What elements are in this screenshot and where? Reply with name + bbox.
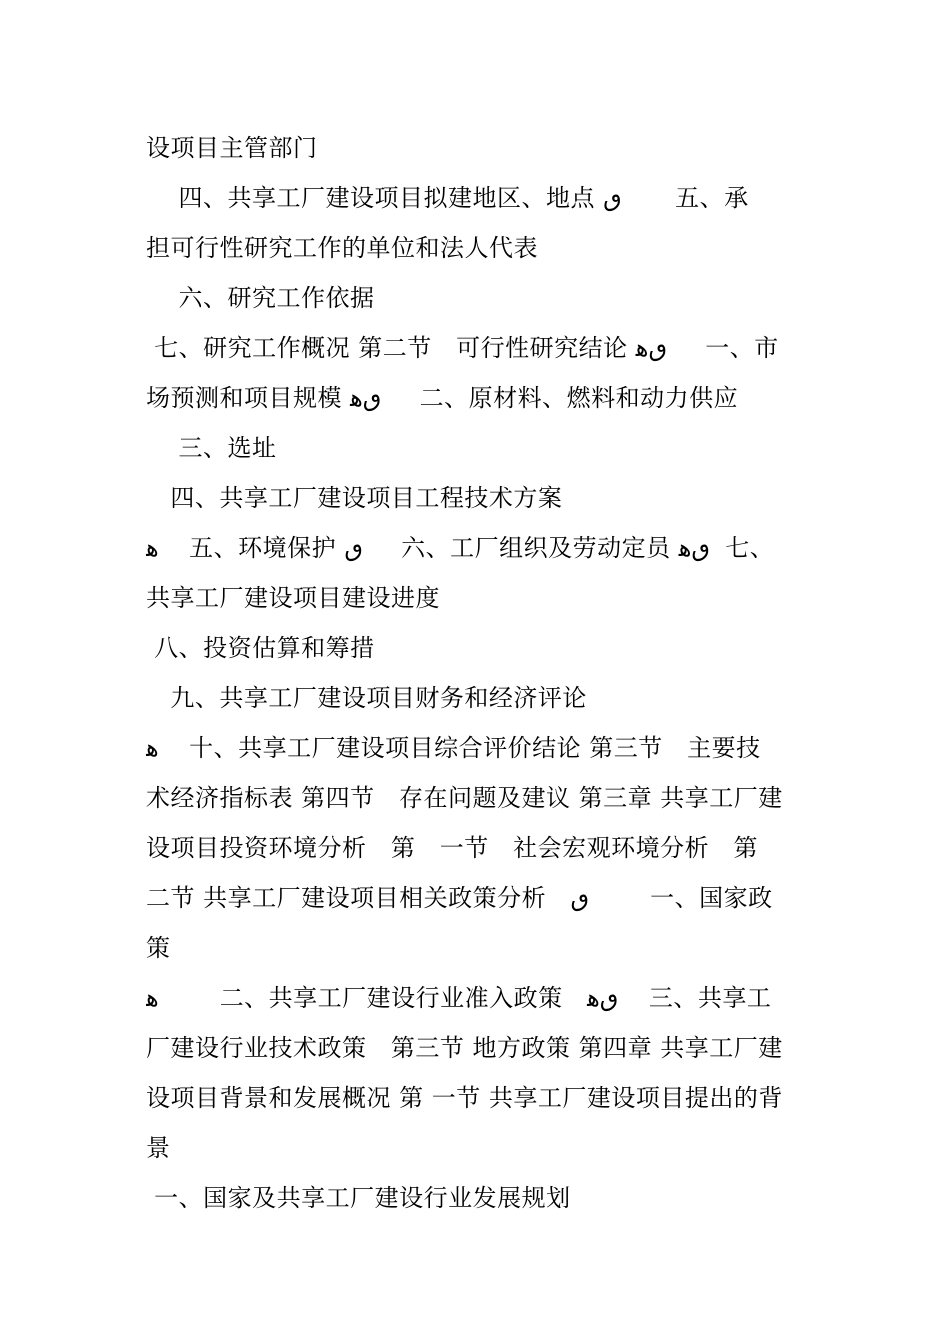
text-line: 景 — [146, 1134, 171, 1162]
text-line: 九、共享工厂建设项目财务和经济评论 — [146, 684, 587, 712]
text-line: 三、选址 — [146, 434, 277, 462]
text-line: 术经济指标表 第四节 存在问题及建议 第三章 共享工厂建 — [146, 784, 783, 812]
text-line: 七、研究工作概况 第二节 可行性研究结论 ٯﻫ 一、市 — [146, 334, 779, 362]
text-line: ﻫ 五、环境保护 ٯ 六、工厂组织及劳动定员 ٯﻫ 七、 — [146, 534, 775, 562]
text-line: 设项目主管部门 — [146, 134, 318, 162]
text-line: 四、共享工厂建设项目拟建地区、地点 ٯ 五、承 — [146, 184, 749, 212]
text-line: 设项目背景和发展概况 第 一节 共享工厂建设项目提出的背 — [146, 1084, 783, 1112]
text-line: 厂建设行业技术政策 第三节 地方政策 第四章 共享工厂建 — [146, 1034, 783, 1062]
text-line: 二节 共享工厂建设项目相关政策分析 ٯ 一、国家政 — [146, 884, 773, 912]
text-line: 四、共享工厂建设项目工程技术方案 — [146, 484, 563, 512]
text-line: 场预测和项目规模 ٯﻫ 二、原材料、燃料和动力供应 — [146, 384, 739, 412]
text-line: 担可行性研究工作的单位和法人代表 — [146, 234, 538, 262]
text-line: ﻫ 十、共享工厂建设项目综合评价结论 第三节 主要技 — [146, 734, 761, 762]
text-line: 八、投资估算和筹措 — [146, 634, 375, 662]
text-line: 共享工厂建设项目建设进度 — [146, 584, 440, 612]
text-line: 一、国家及共享工厂建设行业发展规划 — [146, 1184, 571, 1212]
text-line: 六、研究工作依据 — [146, 284, 375, 312]
text-line: ﻫ 二、共享工厂建设行业准入政策 ٯﻫ 三、共享工 — [146, 984, 772, 1012]
text-line: 设项目投资环境分析 第 一节 社会宏观环境分析 第 — [146, 834, 759, 862]
text-line: 策 — [146, 934, 171, 962]
